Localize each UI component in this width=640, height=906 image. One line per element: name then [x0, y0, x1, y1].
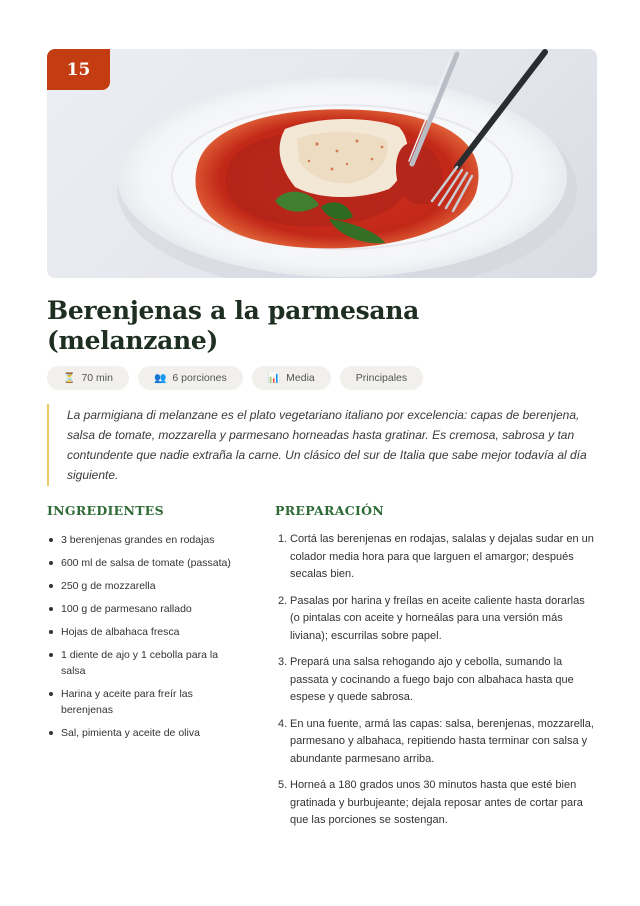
preparation-heading: PREPARACIÓN [275, 503, 385, 518]
meta-difficulty [252, 366, 331, 390]
preparation-steps [275, 531, 597, 839]
step-text: Horneá a 180 grados unos 30 minutos hasta que esté bien gratinada y burbujeante; dejala reposar antes de cortar para que las porciones se sostengan. [290, 779, 583, 826]
step-number: 3. [278, 656, 288, 668]
time-icon: ⏳ [63, 372, 76, 384]
step-item [275, 777, 597, 830]
people-icon: 👥 [153, 372, 167, 384]
ingredient-item: Sal, pimienta y aceite de oliva [47, 725, 242, 741]
meta-time [47, 366, 129, 390]
ingredients-list [47, 532, 242, 748]
ingredient-item: 250 g de mozzarella [47, 578, 242, 594]
step-item [275, 716, 597, 769]
step-item [275, 654, 597, 707]
step-number: 4. [278, 717, 288, 730]
recipe-title: Berenjenas a la parmesana (melanzane) [47, 296, 420, 355]
plate-illustration [47, 49, 597, 278]
step-text: En una fuente, armá las capas: salsa, berenjenas, mozzarella, parmesano y albahaca, repitiendo hasta terminar con salsa y abundante parmesano arriba. [290, 717, 594, 765]
step-number: 2. [278, 594, 288, 607]
ingredient-item: Hojas de albahaca fresca [47, 624, 242, 640]
recipe-number-badge: 15 [47, 49, 110, 90]
meta-servings [138, 366, 243, 390]
step-number: 1. [278, 533, 288, 545]
ingredient-item: 1 diente de ajo y 1 cebolla para la salsa [47, 647, 242, 679]
step-text: Cortá las berenjenas en rodajas, salalas y dejalas sudar en un colador media hora para que larguen el amargor; después secalas bien. [290, 533, 594, 580]
meta-difficulty-label: Media [286, 372, 315, 384]
ingredient-item: Harina y aceite para freír las berenjenas [47, 686, 242, 718]
step-item [275, 593, 597, 646]
recipe-intro: La parmigiana di melanzane es el plato vegetariano italiano por excelencia: capas de berenjena, salsa de tomate, mozzarella y parmesano horneadas hasta gratinar. Es cremosa, sabrosa y tan contundente que nadie extraña la carne. Un clásico del sur de Italia que sabe mejor todavía al día siguiente. [47, 404, 587, 486]
recipe-meta [47, 366, 423, 390]
meta-category-label: Principales [355, 372, 408, 384]
meta-category [340, 366, 423, 390]
step-item [275, 531, 597, 584]
step-text: Prepará una salsa rehogando ajo y cebolla, sumando la passata y cocinando a fuego bajo con albahaca hasta que espese y quede sabrosa. [290, 656, 574, 703]
ingredients-heading: INGREDIENTES [47, 503, 164, 518]
recipe-photo [47, 49, 597, 278]
step-text: Pasalas por harina y freílas en aceite caliente hasta dorarlas (o pintalas con aceite y horneálas para una versión más liviana); escurrilas sobre papel. [290, 594, 585, 642]
meta-time-label: 70 min [81, 372, 113, 384]
difficulty-icon: 📊 [267, 372, 281, 384]
ingredient-item: 100 g de parmesano rallado [47, 601, 242, 617]
step-number: 5. [278, 779, 288, 791]
ingredient-item: 3 berenjenas grandes en rodajas [47, 532, 242, 548]
ingredient-item: 600 ml de salsa de tomate (passata) [47, 555, 242, 571]
meta-servings-label: 6 porciones [172, 372, 227, 384]
